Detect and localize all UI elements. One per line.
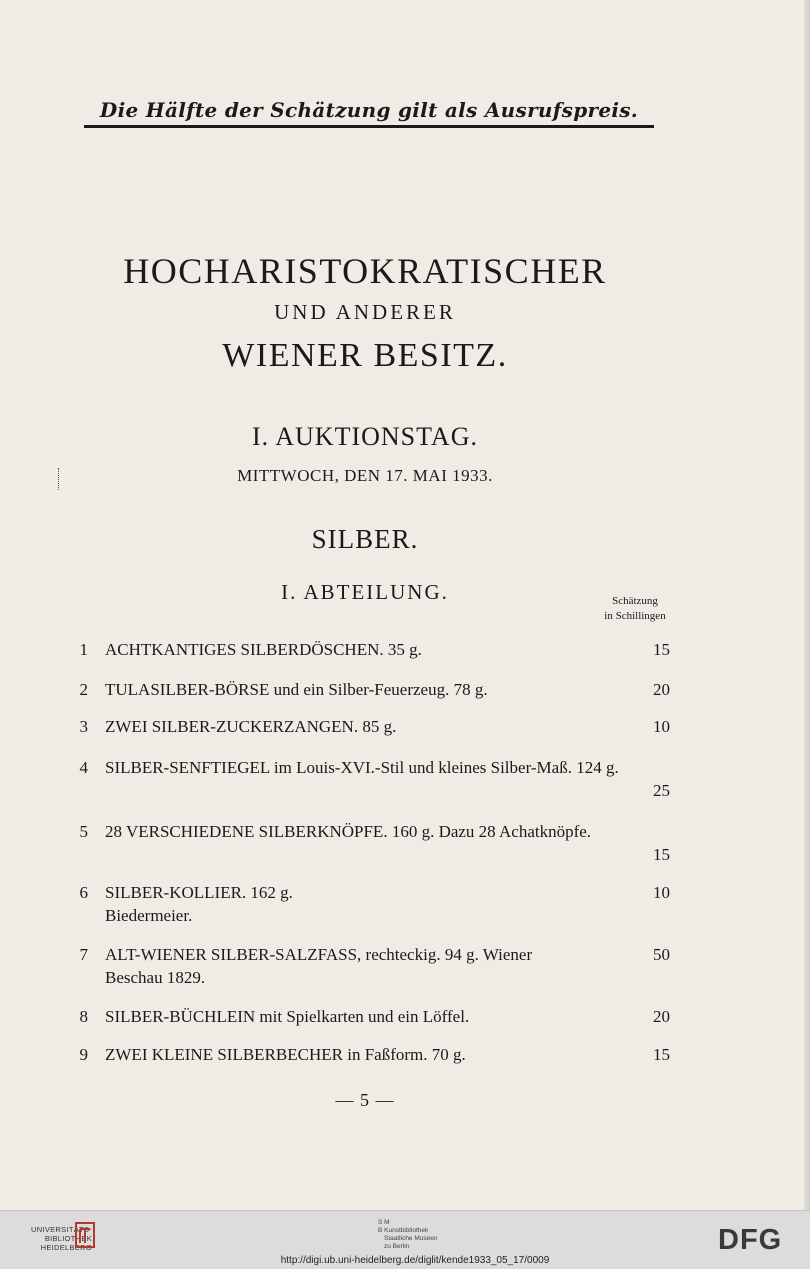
auction-day-date: MITTWOCH, DEN 17. MAI 1933. bbox=[237, 466, 493, 485]
lot-description: ALT-WIENER SILBER-SALZFASS, rechteckig. 94 g. Wiener Beschau 1829. bbox=[105, 945, 533, 987]
viewer-footer bbox=[0, 1210, 810, 1269]
lot-description: ZWEI SILBER-ZUCKERZANGEN. 85 g. bbox=[105, 717, 397, 736]
estimate-header-line-1: Schätzung bbox=[612, 595, 658, 607]
lot-estimate: 10 bbox=[653, 883, 670, 902]
lot-estimate: 15 bbox=[653, 845, 670, 864]
lot-number: 1 bbox=[79, 640, 88, 659]
lot-number: 3 bbox=[79, 717, 88, 736]
lot-estimate: 10 bbox=[653, 717, 670, 736]
lot-number: 8 bbox=[79, 1007, 88, 1026]
banner-underline bbox=[84, 125, 654, 128]
page-edge bbox=[804, 0, 810, 1210]
permalink-url[interactable]: http://digi.ub.uni-heidelberg.de/diglit/kende1933_05_17/0009 bbox=[280, 1255, 550, 1266]
lot-description: SILBER-BÜCHLEIN mit Spielkarten und ein Löffel. bbox=[105, 1007, 470, 1026]
lot-estimate: 50 bbox=[653, 945, 670, 964]
lot-number: 6 bbox=[79, 883, 88, 902]
lot-number: 2 bbox=[79, 680, 88, 699]
lot-description: 28 VERSCHIEDENE SILBERKNÖPFE. 160 g. Dazu 28 Achatknöpfe. bbox=[105, 822, 592, 841]
subsection-heading: I. ABTEILUNG. bbox=[281, 580, 449, 604]
banner-notice: Die Hälfte der Schätzung gilt als Ausrufspreis. bbox=[99, 98, 639, 122]
lot-estimate: 15 bbox=[653, 640, 670, 659]
lot-estimate: 25 bbox=[653, 781, 670, 800]
lot-description: ACHTKANTIGES SILBERDÖSCHEN. 35 g. bbox=[105, 640, 422, 659]
lot-estimate: 20 bbox=[653, 1007, 670, 1026]
lot-estimate: 20 bbox=[653, 680, 670, 699]
title-line-3: WIENER BESITZ. bbox=[222, 337, 508, 374]
title-line-2: UND ANDERER bbox=[274, 300, 456, 324]
lot-description: TULASILBER-BÖRSE und ein Silber-Feuerzeug. 78 g. bbox=[105, 680, 488, 699]
smb-kunstbibliothek-logo[interactable] bbox=[378, 1219, 478, 1251]
lot-description: ZWEI KLEINE SILBERBECHER in Faßform. 70 g. bbox=[105, 1045, 466, 1064]
section-heading: SILBER. bbox=[311, 524, 419, 554]
lot-description: SILBER-SENFTIEGEL im Louis-XVI.-Stil und kleines Silber-Maß. 124 g. bbox=[105, 758, 619, 777]
lot-number: 4 bbox=[79, 758, 88, 777]
title-line-1: HOCHARISTOKRATISCHER bbox=[123, 251, 607, 291]
lot-number: 7 bbox=[79, 945, 88, 964]
lot-description: SILBER-KOLLIER. 162 g. Biedermeier. bbox=[105, 883, 293, 925]
university-line-1: UNIVERSITÄTS- bbox=[31, 1225, 92, 1234]
estimate-column-header bbox=[590, 594, 680, 624]
smb-line-2: B Kunstbibliothek bbox=[378, 1227, 429, 1234]
lot-number: 9 bbox=[79, 1045, 88, 1064]
estimate-header-line-2: in Schillingen bbox=[604, 610, 666, 622]
smb-line-4: zu Berlin bbox=[384, 1243, 410, 1250]
page-number: — 5 — bbox=[335, 1090, 395, 1110]
lot-number: 5 bbox=[79, 822, 88, 841]
university-emblem-icon bbox=[74, 1221, 96, 1249]
smb-line-3: Staatliche Museen bbox=[384, 1235, 438, 1242]
auction-day-title: I. AUKTIONSTAG. bbox=[252, 422, 478, 451]
dfg-logo[interactable]: DFG bbox=[718, 1224, 783, 1256]
university-line-2: BIBLIOTHEK bbox=[44, 1234, 92, 1243]
lot-estimate: 15 bbox=[653, 1045, 670, 1064]
smb-line-1: S M bbox=[378, 1219, 390, 1226]
university-line-3: HEIDELBERG bbox=[40, 1243, 92, 1252]
